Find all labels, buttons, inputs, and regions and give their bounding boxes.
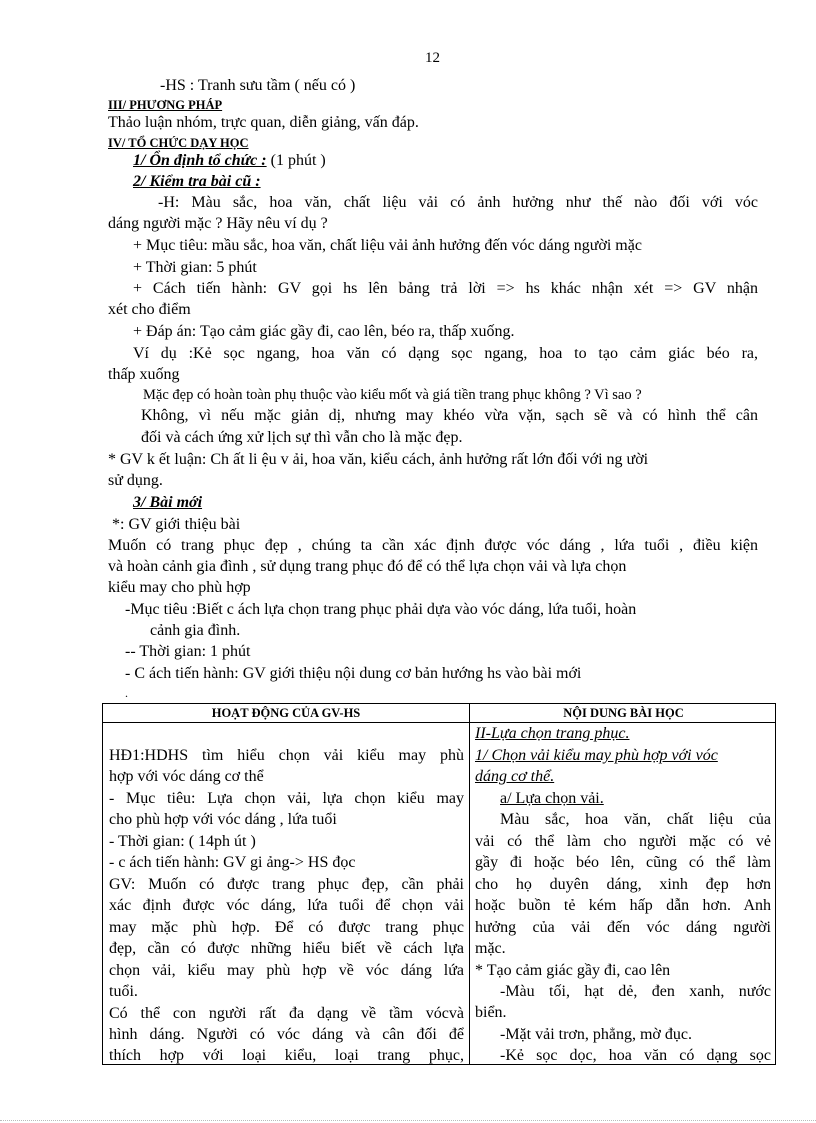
answer-line: + Đáp án: Tạo cảm giác gầy đi, cao lên, béo ra, thấp xuống. [133,323,515,340]
right-line: * Tạo cảm giác gầy đi, cao lên [475,962,671,979]
right-section-title: II-Lựa chọn trang phục. [475,725,630,742]
procedure-line-2: xét cho điểm [108,301,191,318]
example-line-1: Ví dụ :Kẻ sọc ngang, hoa văn có dạng sọc ngang, hoa to tạo cảm giác béo ra, [133,345,758,362]
left-line: cho phù hợp với vóc dáng , lứa tuổi [109,811,337,828]
procedure-line-1: + Cách tiến hành: GV gọi hs lên bảng trả lời => hs khác nhận xét => GV nhận [133,280,758,297]
stabilize-time: (1 phút ) [266,152,326,169]
right-line: biển. [475,1004,507,1021]
conclusion-line-1: * GV k ết luận: Ch ất li ệu v ải, hoa văn, kiểu cách, ảnh hưởng rất lớn đối với ng ười [108,451,649,468]
intro-para-1: Muốn có trang phục đẹp , chúng ta cần xác định được vóc dáng , lứa tuổi , điều kiện [108,537,758,554]
left-line: hình dáng. Người có vóc dáng và cân đối để [109,1026,464,1043]
intro-para-2: và hoàn cảnh gia đình , sử dụng trang phục đó để có thể lựa chọn vải và lựa chọn [108,558,627,575]
right-subsection-title-cont: dáng cơ thể. [475,768,555,785]
answer-2-line-2: đối và cách ứng xử lịch sự thì vẫn cho là mặc đẹp. [141,429,463,446]
right-line: mặc. [475,940,506,957]
answer-2-line-1: Không, vì nếu mặc giản dị, nhưng may khéo vừa vặn, sạch sẽ và có hình thể cân [141,407,758,424]
header-activities: HOẠT ĐỘNG CỦA GV-HS [211,706,361,720]
lesson-table [102,703,776,1065]
intro-para-3: kiểu may cho phù hợp [108,579,251,596]
method-text: Thảo luận nhóm, trực quan, diễn giảng, vấn đáp. [108,114,419,131]
left-line: chọn vải, kiểu may phù hợp về vóc dáng lứa [109,962,464,979]
left-line: hợp với vóc dáng cơ thể [109,768,264,785]
right-line: Màu sắc, hoa văn, chất liệu của [500,811,771,828]
right-line: -Kẻ sọc dọc, hoa văn có dạng sọc [500,1047,771,1064]
goal-2-line-2: cảnh gia đình. [150,622,241,639]
left-line: thích hợp với loại kiểu, loại trang phục, [109,1047,464,1064]
new-lesson-heading: 3/ Bài mới [133,494,203,511]
time-line: + Thời gian: 5 phút [133,259,257,276]
page-bottom-divider [0,1120,816,1121]
procedure-2-line: - C ách tiến hành: GV giới thiệu nội dung cơ bản hướng hs vào bài mới [125,665,582,682]
left-line: xác định được vóc dáng, lứa tuổi để chọn vải [109,897,464,914]
organize-heading: IV/ TỔ CHỨC DẠY HỌC [108,136,249,150]
conclusion-line-2: sử dụng. [108,472,163,489]
left-line: Có thể con người rất đa dạng về tầm vócvà [109,1005,464,1022]
table-column-divider [469,704,470,1064]
question-line-2: dáng người mặc ? Hãy nêu ví dụ ? [108,215,328,232]
right-subsection-title: 1/ Chọn vải kiểu may phù hợp với vóc [475,747,718,764]
header-content: NỘI DUNG BÀI HỌC [563,706,684,720]
method-heading: III/ PHƯƠNG PHÁP [108,98,223,112]
intro-line: *: GV giới thiệu bài [112,516,241,533]
stabilize-label: 1/ Ổn định tổ chức : [133,152,267,169]
right-line: hưởng của vải đến vóc dáng người [475,919,771,936]
right-line: gầy đi hoặc béo lên, cũng có thể làm [475,854,771,871]
left-line: đẹp, cần có được những hiểu biết về cách lựa [109,940,464,957]
check-old-heading: 2/ Kiểm tra bài cũ : [133,173,261,190]
right-line: cho họ duyên dáng, xinh đẹp hơn [475,876,771,893]
time-2-line: -- Thời gian: 1 phút [125,643,251,660]
hs-materials: -HS : Tranh sưu tầm ( nếu có ) [160,77,356,94]
left-line: - c ách tiến hành: GV gi ảng-> HS đọc [109,854,356,871]
left-line: GV: Muốn có được trang phục đẹp, cần phải [109,876,464,893]
question-line-1: -H: Màu sắc, hoa văn, chất liệu vải có ảnh hưởng như thế nào đối với vóc [158,194,758,211]
goal-line: + Mục tiêu: mầu sắc, hoa văn, chất liệu vải ảnh hưởng đến vóc dáng người mặc [133,237,642,254]
right-line: vải có thể làm cho người mặc có vẻ [475,833,771,850]
right-heading-fabric: a/ Lựa chọn vải. [500,790,604,807]
stray-dot: . [125,686,128,700]
left-line: - Thời gian: ( 14ph út ) [109,833,256,850]
left-line: - Mục tiêu: Lựa chọn vải, lựa chọn kiểu may [109,790,464,807]
right-line: hoặc buồn tẻ kém hấp dẫn hơn. Anh [475,897,771,914]
right-line: -Mặt vải trơn, phẳng, mờ đục. [500,1026,692,1043]
stabilize-line [133,151,326,171]
table-header-divider [103,722,775,723]
left-line: tuổi. [109,983,138,1000]
page-number: 12 [425,50,440,66]
left-line: may mặc phù hợp. Để có được trang phục [109,919,464,936]
right-line: -Màu tối, hạt dẻ, đen xanh, nước [500,983,771,1000]
left-line: HĐ1:HDHS tìm hiểu chọn vải kiểu may phù [109,747,464,764]
question-2: Mặc đẹp có hoàn toàn phụ thuộc vào kiểu mốt và giá tiền trang phục không ? Vì sao ? [143,387,642,403]
example-line-2: thấp xuống [108,366,180,383]
goal-2-line-1: -Mục tiêu :Biết c ách lựa chọn trang phục phải dựa vào vóc dáng, lứa tuổi, hoàn [125,601,637,618]
